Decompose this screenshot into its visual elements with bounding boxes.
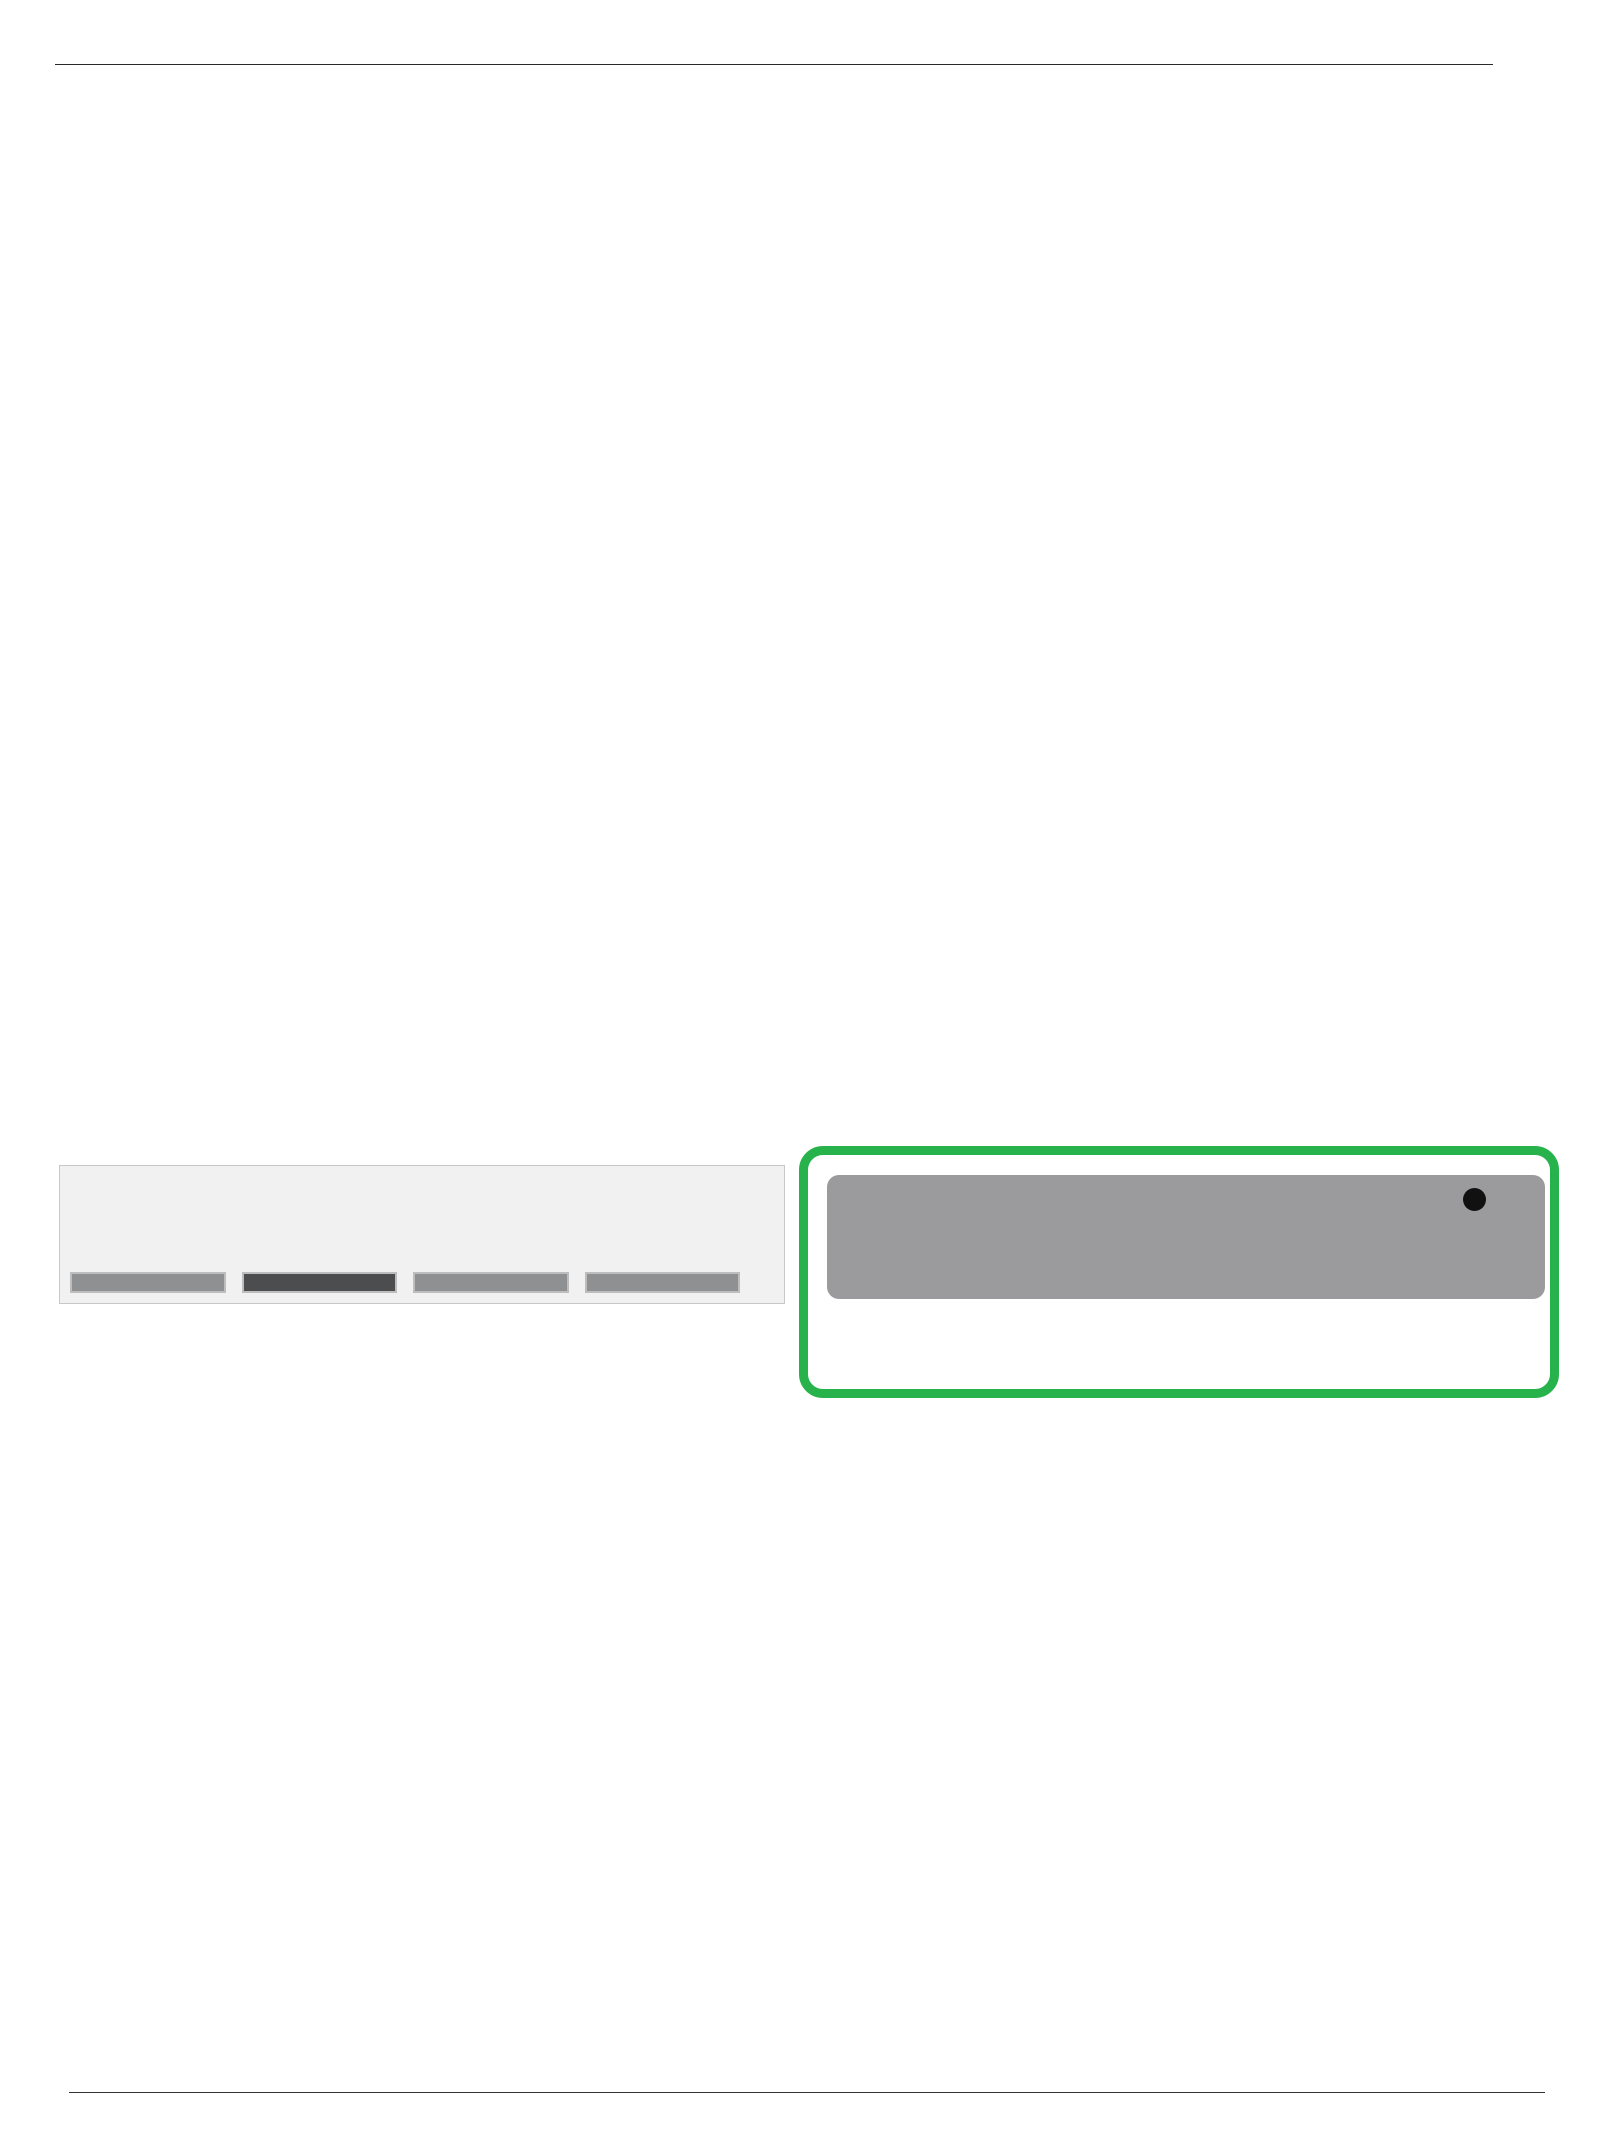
gorod55-ad [59, 1165, 785, 1304]
ad-buttons [70, 1272, 740, 1293]
footer-rule [69, 2092, 1545, 2093]
header-rule [55, 64, 1493, 65]
ads-strip [55, 1159, 1554, 1309]
reaktor-contact-block [1462, 1181, 1487, 1213]
ad-button-bolshe [70, 1272, 226, 1293]
fan-icon [1463, 1188, 1486, 1211]
reaktor-logo [1462, 1181, 1487, 1213]
ad-button-dorozhe [413, 1272, 569, 1293]
page-footer [57, 2092, 1557, 2093]
reaktor-ad [827, 1175, 1545, 1299]
ad-button-bystree [242, 1272, 398, 1293]
ad-button-chashche [585, 1272, 741, 1293]
